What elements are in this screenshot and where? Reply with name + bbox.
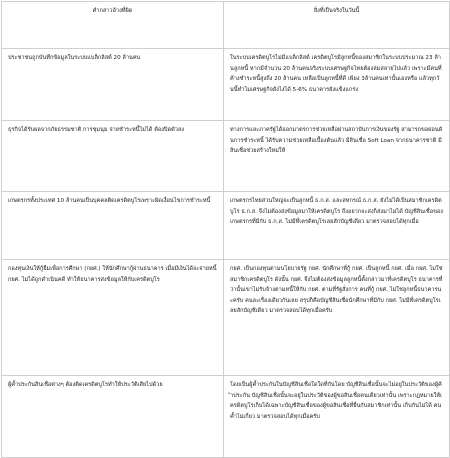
fact-cell: ทางการและภาครัฐได้ออกมาตรการช่วยเหลือผ่านสถาบันการเงินของรัฐ สามารถขอผ่อนผันการชำระหนี้ ได้รับความช่วยเหลือเบื้องต้นแล้ว มีสินเชื่อ Soft Loan จากธนาคารชาติ มีสินเชื่อช่วยสร้างใหม่ให้ bbox=[224, 121, 450, 192]
table-row bbox=[2, 49, 450, 121]
fact-cell: ในระบบเครดิตบูโรไม่มีแบล็กลิสต์ เครดิตบูโรมีลูกหนี้ของสมาชิกในระบบประมาณ 23 ล้านลูกหนี้ หากมีจำนวน 20 ล้านคนจริงระบบเศรษฐกิจไทยต้องล่มสลายไปแล้ว เพราะมีคนที่ค้างชำระหนี้สูงถึง 20 ล้านคน เหลือเป็นลูกหนี้ที่ดี เพียง 3ล้านคนเท่านั้นเองหรือ แล้วทุกวันนี้ทำไมเศรษฐกิจยังไงได้ 5-6% ธนาคารยังแข็งแกร่ง bbox=[224, 49, 450, 121]
fact-cell: เกษตรกรไทยส่วนใหญ่จะเป็นลูกหนี้ ธ.ก.ส. และสหกรณ์ ธ.ก.ส. ยังไม่ได้เป็นสมาชิกเครดิตบูโร ธ.ก.ส. จึงไม่ต้องส่งข้อมูลมาให้เครดิตบูโร ถึงอยากจะส่งก็ส่งมาไม่ได้ บัญชีสินเชื่อของเกษตรกรที่มีกับ ธ.ก.ส. ไม่มีที่เครดิตบูโรเลยสักบัญชีเดียว มาตรวจสอบได้ทุกเมื่อ bbox=[224, 192, 450, 260]
table-body bbox=[2, 49, 450, 458]
table-row bbox=[2, 260, 450, 376]
table-header bbox=[2, 2, 450, 49]
table-row bbox=[2, 192, 450, 260]
header-row bbox=[2, 2, 450, 49]
fact-cell: กยศ. เป็นกองทุนตามนโยบายรัฐ กยศ. นักศึกษาที่กู้ กยศ. เป็นลูกหนี้ กยศ. เมื่อ กยศ. ไม่ใช่สมาชิกเครดิตบูโร ดังนั้น กยศ. จึงไม่ต้องส่งข้อมูลลูกหนี้ตั้งกล่าวมาที่เครดิตบูโร ธนาคารที่ว่านั้นเขาไม่รับจ้างตามหนี้ให้กับ กยศ. ตามที่รัฐสั่งการ คนที่กู้ กยศ. ไม่ใช่ลูกหนี้ธนาคารนะครับ คนละเรื่องเดียวกันเลย สรุปก็คือบัญชีสินเชื่อนักศึกษาที่มีกับ กยศ. ไม่มีที่เครดิตบูโรเลยสักบัญชีเดียว มาตรวจสอบได้ทุกเมื่อครับ bbox=[224, 260, 450, 376]
fact-cell: โดยเป็นผู้ค้ำประกันในบัญชีสินเชื่อใดใดที่กันโดย บัญชีสินเชื่อนั้นจะไม่อยู่ในประวัติของผู้ค้ำประกัน บัญชีสินเชื่อนั้นจะอยู่ในประวัติของผู้ขอสินเชื่อคนเดียวเท่านั้น เพราะกฎหมายให้เครดิตบูโรเก็บได้เฉพาะบัญชีสินเชื่อของผู้ขอสินเชื่อที่ยื่นกับสมาชิกเท่านั้น เก็บกันไม่ได้ คนค้ำไม่เกี่ยว มาตรวจสอบได้ทุกเมื่อครับ bbox=[224, 376, 450, 458]
myth-cell: เกษตรกรทั้งประเทศ 10 ล้านคนเป็นบุคคลติดเครดิตบูโรเพราะผิดเงื่อนไขการชำระหนี้ bbox=[2, 192, 224, 260]
myth-cell: กองทุนเงินให้กู้ยืมเพื่อการศึกษา (กยศ.) ให้นักศึกษากู้ผ่านธนาคาร เมื่อมีเงินได้จะจ่ายหนี้ กยศ. ไม่ได้ถูกดำเนินคดี ทำให้ธนาคารส่งข้อมูลให้กับเครดิตบูโร bbox=[2, 260, 224, 376]
table-row bbox=[2, 376, 450, 458]
table-row bbox=[2, 121, 450, 192]
myth-cell: ธุรกิจได้รับผลจากภัยธรรมชาติ การชุมนุม จ่ายชำระหนี้ไม่ได้ ต้องปิดตัวลง bbox=[2, 121, 224, 192]
myth-cell: ผู้ค้ำประกันสินเชื่อต่างๆ ต้องติดเครดิตบูโรทำให้ประวัติเสียไปด้วย bbox=[2, 376, 224, 458]
myth-cell: ประชาชนถูกบันทึกข้อมูลในระบบแบล็กลิสต์ 20 ล้านคน bbox=[2, 49, 224, 121]
myth-fact-table bbox=[1, 1, 450, 458]
header-fact: สิ่งที่เป็นจริงในวันนี้ bbox=[224, 2, 450, 49]
header-myth: คำกล่าวอ้างที่ผิด bbox=[2, 2, 224, 49]
